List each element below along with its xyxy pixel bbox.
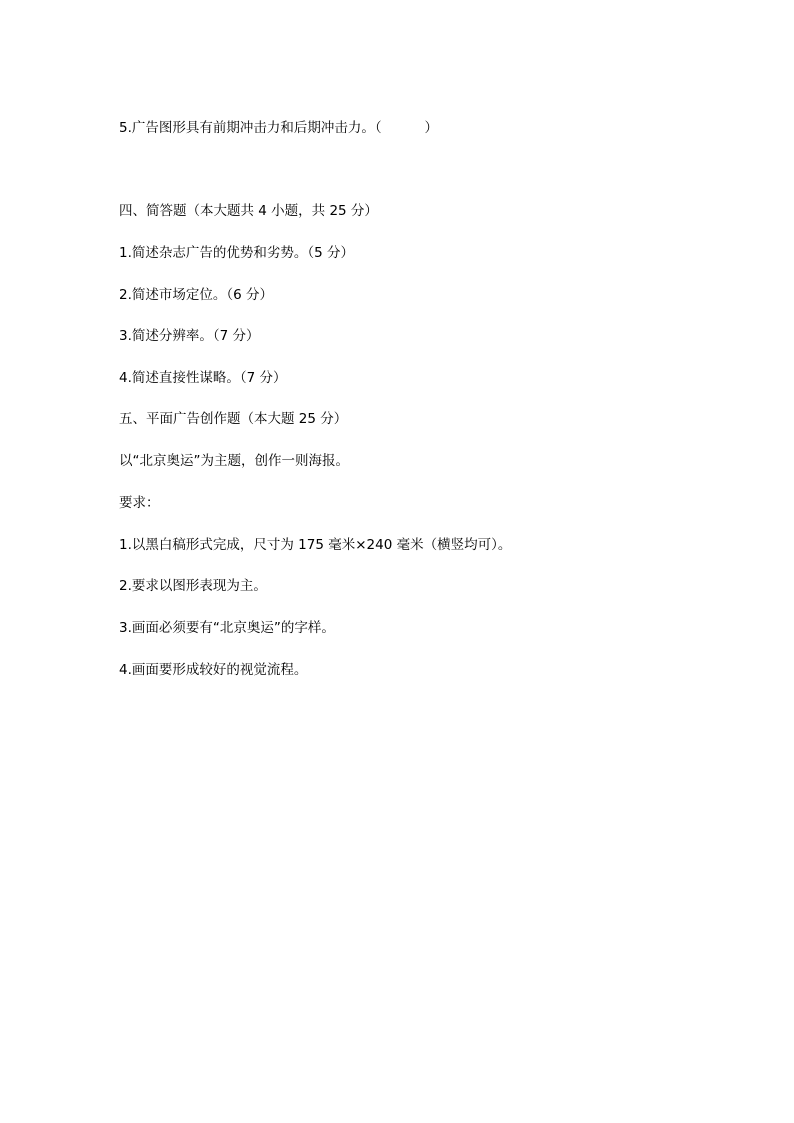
section-4-item: 3.简述分辨率。（7 分） <box>119 328 260 344</box>
section-4-item: 1.简述杂志广告的优势和劣势。（5 分） <box>119 245 355 261</box>
requirement-item: 1.以黑白稿形式完成，尺寸为 175 毫米×240 毫米（横竖均可）。 <box>119 537 512 553</box>
requirement-item: 2.要求以图形表现为主。 <box>119 578 267 594</box>
requirement-item: 4.画面要形成较好的视觉流程。 <box>119 662 308 678</box>
requirement-item: 3.画面必须要有“北京奥运”的字样。 <box>119 620 335 636</box>
question-5: 5.广告图形具有前期冲击力和后期冲击力。（ ） <box>119 120 439 136</box>
section-5-prompt: 以“北京奥运”为主题，创作一则海报。 <box>119 453 349 469</box>
section-4-heading: 四、简答题（本大题共 4 小题，共 25 分） <box>119 203 378 219</box>
section-5-heading: 五、平面广告创作题（本大题 25 分） <box>119 411 348 427</box>
section-4-item: 2.简述市场定位。（6 分） <box>119 287 274 303</box>
requirements-label: 要求： <box>119 495 160 511</box>
section-4-item: 4.简述直接性谋略。（7 分） <box>119 370 287 386</box>
